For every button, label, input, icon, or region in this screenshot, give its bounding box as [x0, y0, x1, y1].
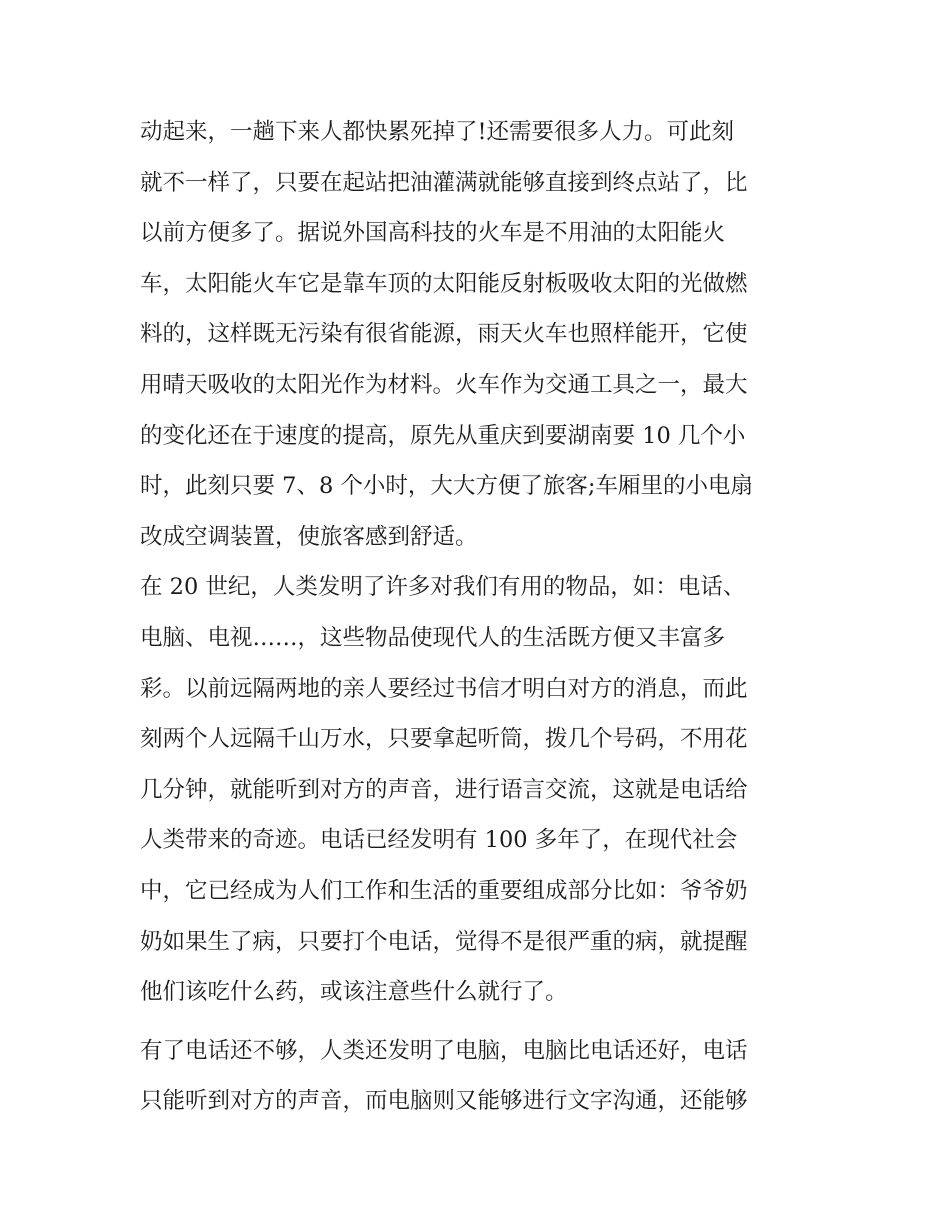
- text-line: 他们该吃什么药，或该注意些什么就行了。: [140, 979, 568, 1006]
- text-line: 奶如果生了病，只要打个电话，觉得不是很严重的病，就提醒: [140, 928, 748, 955]
- text-line: 几分钟，就能听到对方的声音，进行语言交流，这就是电话给: [140, 776, 748, 803]
- text-line: 时，此刻只要 7、8 个小时，大大方便了旅客;车厢里的小电扇: [140, 473, 754, 500]
- text-line: 改成空调装置，使旅客感到舒适。: [140, 523, 478, 550]
- text-line: 有了电话还不够，人类还发明了电脑，电脑比电话还好，电话: [140, 1037, 748, 1064]
- text-line: 人类带来的奇迹。电话已经发明有 100 多年了，在现代社会: [140, 827, 738, 854]
- paragraph-1: [140, 107, 830, 562]
- text-line: 彩。以前远隔两地的亲人要经过书信才明白对方的消息，而此: [140, 675, 748, 702]
- text-line: 以前方便多了。据说外国高科技的火车是不用油的太阳能火: [140, 220, 726, 247]
- text-line: 用晴天吸收的太阳光作为材料。火车作为交通工具之一，最大: [140, 371, 748, 398]
- document-body: [140, 107, 830, 1127]
- paragraph-2: [140, 562, 830, 1017]
- text-line: 的变化还在于速度的提高，原先从重庆到要湖南要 10 几个小: [140, 422, 746, 449]
- paragraph-3: [140, 1026, 830, 1127]
- text-line: 只能听到对方的声音，而电脑则又能够进行文字沟通，还能够: [140, 1088, 748, 1115]
- text-line: 在 20 世纪，人类发明了许多对我们有用的物品，如：电话、: [140, 574, 746, 601]
- text-line: 中，它已经成为人们工作和生活的重要组成部分比如：爷爷奶: [140, 877, 748, 904]
- text-line: 料的，这样既无污染有很省能源，雨天火车也照样能开，它使: [140, 321, 748, 348]
- text-line: 就不一样了，只要在起站把油灌满就能够直接到终点站了，比: [140, 169, 748, 196]
- text-line: 动起来，一趟下来人都快累死掉了!还需要很多人力。可此刻: [140, 119, 735, 145]
- paragraph-spacing: [140, 1018, 830, 1026]
- text-line: 刻两个人远隔千山万水，只要拿起听筒，拨几个号码，不用花: [140, 726, 748, 753]
- text-line: 车，太阳能火车它是靠车顶的太阳能反射板吸收太阳的光做燃: [140, 270, 748, 297]
- text-line: 电脑、电视……，这些物品使现代人的生活既方便又丰富多: [140, 624, 726, 651]
